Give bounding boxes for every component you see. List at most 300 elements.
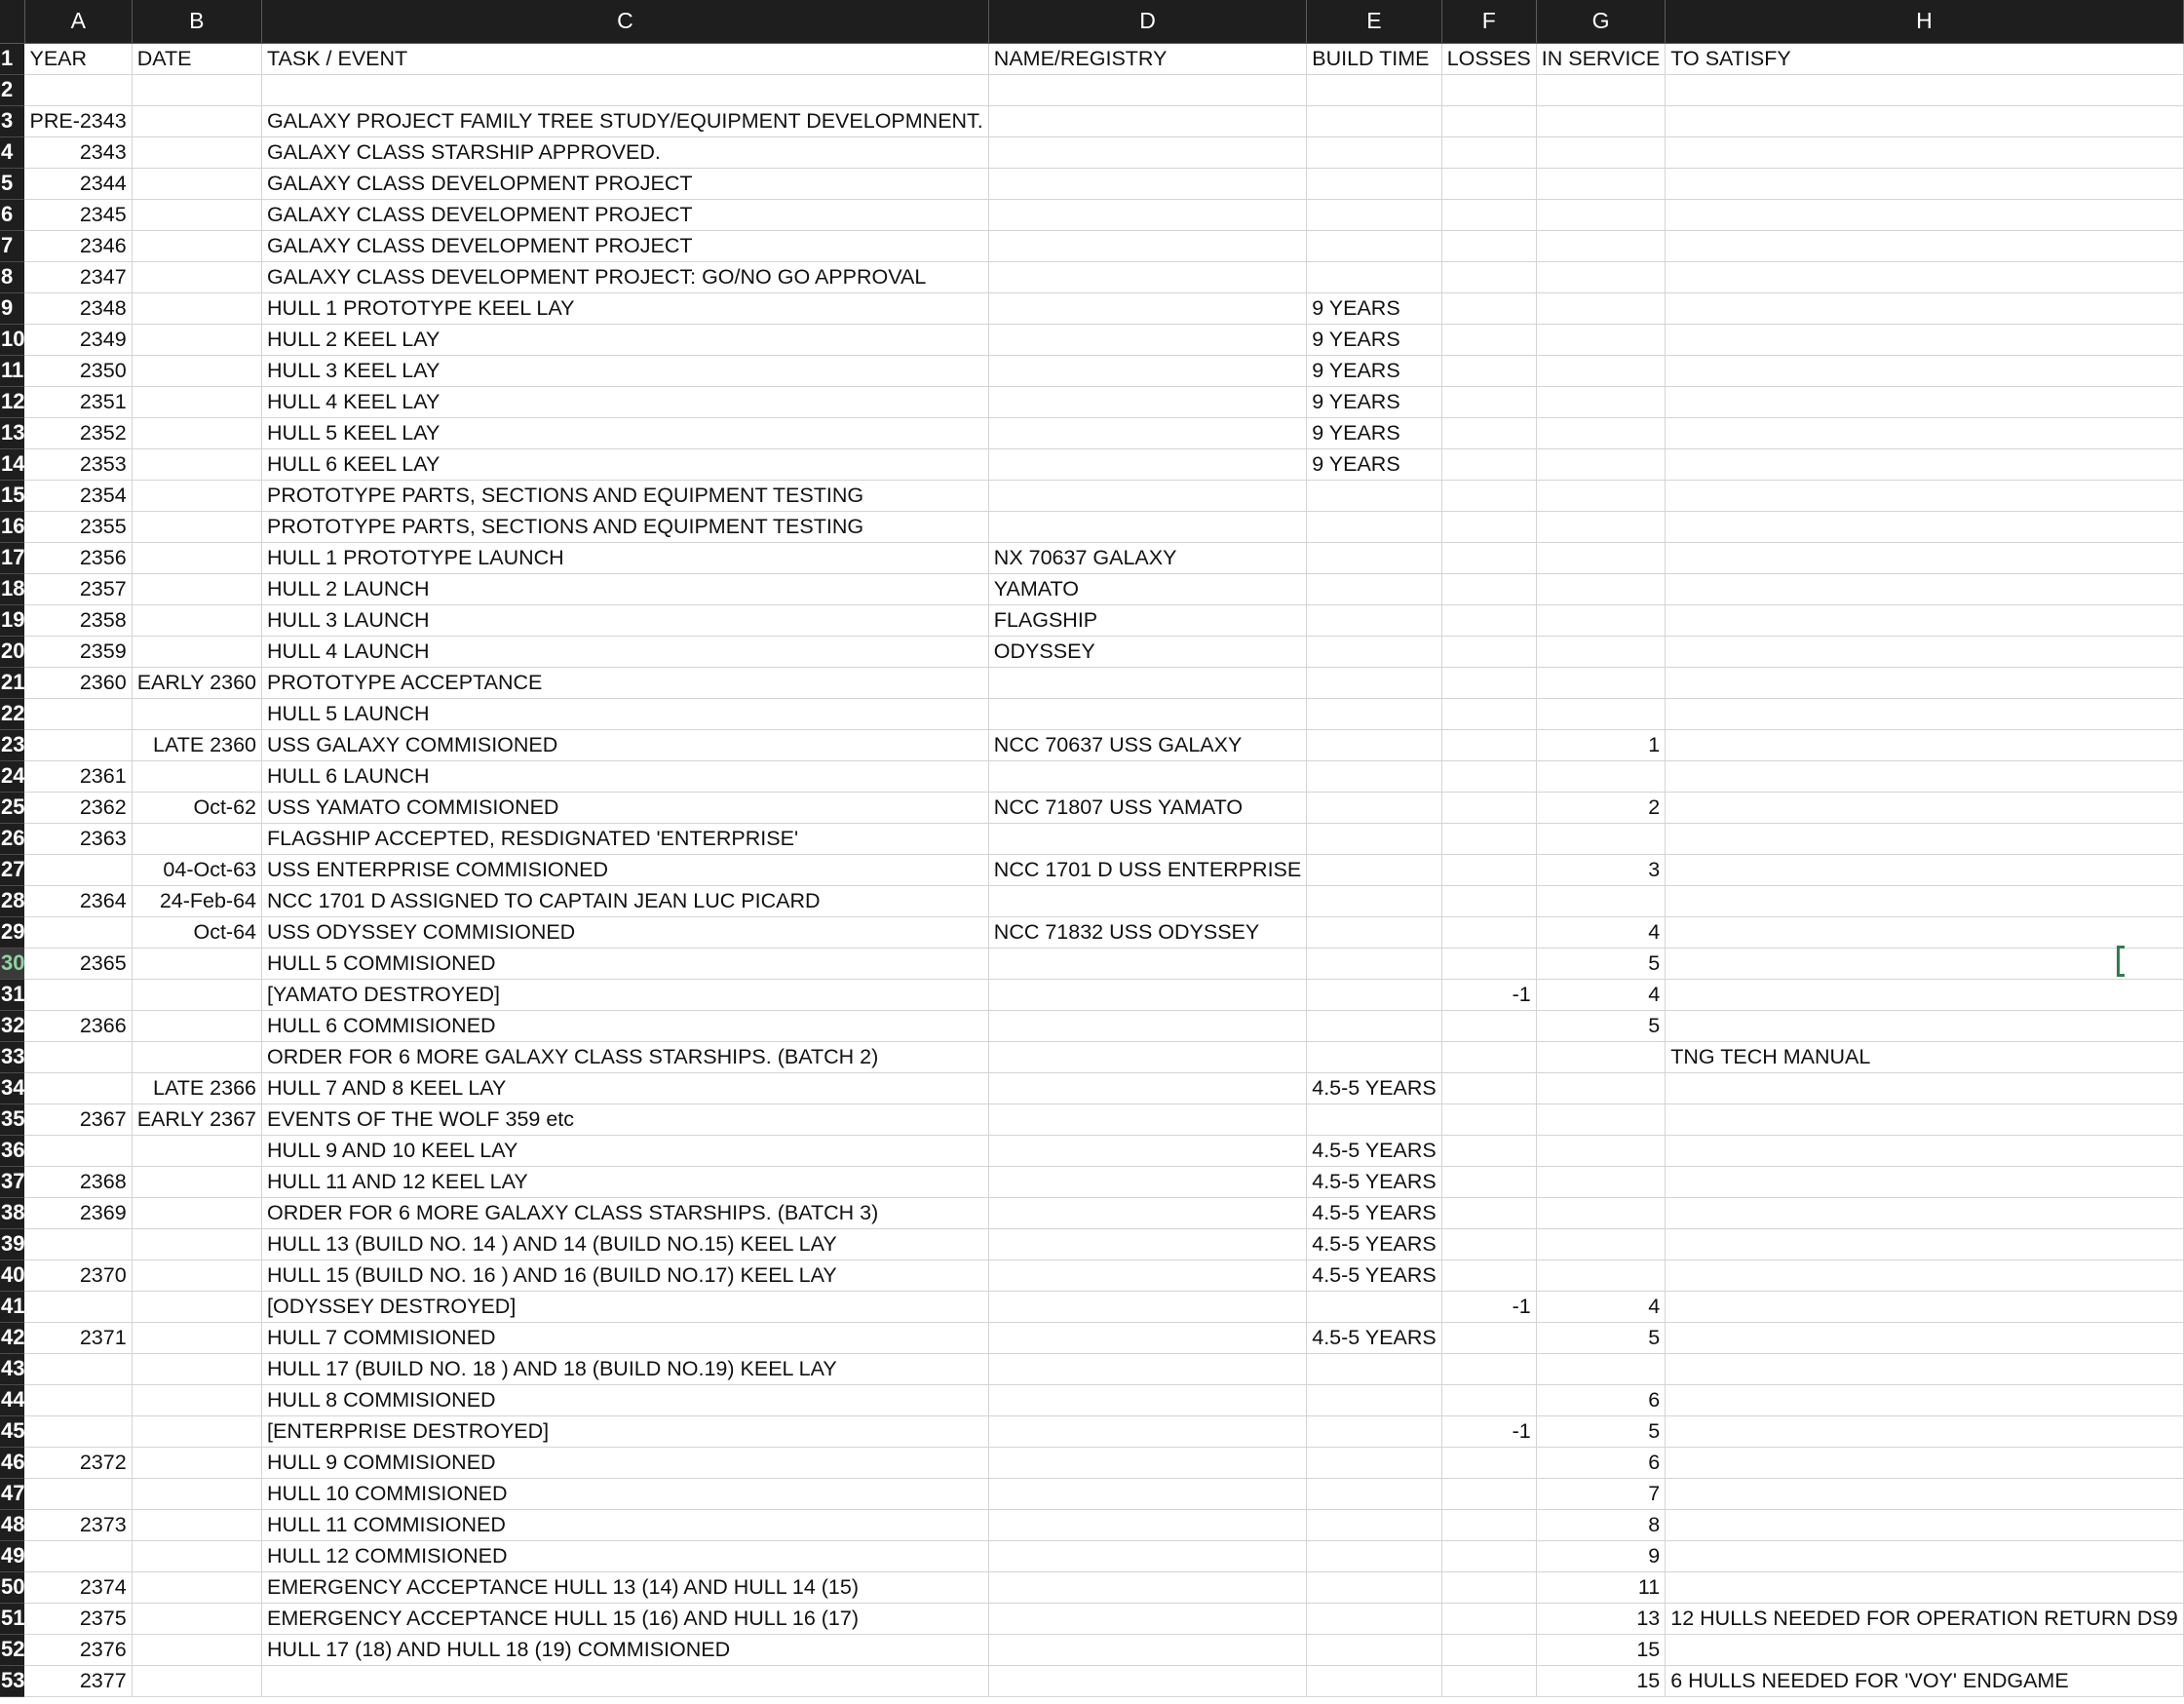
cell-c[interactable]: HULL 4 LAUNCH (262, 636, 989, 667)
cell-g[interactable]: 3 (1536, 854, 1665, 885)
cell-g[interactable] (1536, 604, 1665, 636)
cell-a[interactable]: 2344 (24, 168, 132, 199)
cell-c[interactable]: HULL 2 KEEL LAY (262, 324, 989, 355)
cell-b[interactable]: Oct-64 (132, 916, 261, 948)
cell-d[interactable] (988, 448, 1306, 480)
cell-f[interactable]: -1 (1441, 1291, 1536, 1322)
cell-b[interactable] (132, 1259, 261, 1291)
cell-d[interactable] (988, 1259, 1306, 1291)
cell-f[interactable] (1441, 542, 1536, 573)
cell-e[interactable] (1307, 792, 1441, 823)
cell-g[interactable]: 6 (1536, 1384, 1665, 1415)
cell-c[interactable]: ORDER FOR 6 MORE GALAXY CLASS STARSHIPS. (BATCH 2) (262, 1041, 989, 1072)
cell-g[interactable] (1536, 542, 1665, 573)
cell-a[interactable] (24, 1072, 132, 1104)
cell-c[interactable]: HULL 5 COMMISIONED (262, 948, 989, 979)
cell-b[interactable] (132, 417, 261, 448)
cell-f[interactable] (1441, 1603, 1536, 1634)
cell-c[interactable]: ORDER FOR 6 MORE GALAXY CLASS STARSHIPS. (BATCH 3) (262, 1197, 989, 1228)
cell-a[interactable]: 2362 (24, 792, 132, 823)
cell-h[interactable] (1666, 1634, 2183, 1665)
cell-a[interactable]: 2348 (24, 292, 132, 324)
cell-c[interactable]: HULL 6 LAUNCH (262, 760, 989, 792)
cell-g[interactable] (1536, 448, 1665, 480)
cell-d[interactable] (988, 1072, 1306, 1104)
cell-d[interactable] (988, 979, 1306, 1010)
cell-f[interactable] (1441, 74, 1536, 105)
cell-g[interactable]: 5 (1536, 1010, 1665, 1041)
cell-h[interactable] (1666, 1072, 2183, 1104)
cell-c[interactable]: HULL 6 COMMISIONED (262, 1010, 989, 1041)
row-header[interactable]: 19 (0, 604, 24, 636)
cell-g[interactable]: 4 (1536, 979, 1665, 1010)
cell-e[interactable]: 9 YEARS (1307, 386, 1441, 417)
cell-a[interactable]: 2373 (24, 1509, 132, 1540)
cell-g[interactable] (1536, 355, 1665, 386)
cell-a[interactable]: 2355 (24, 511, 132, 542)
cell-a[interactable]: 2357 (24, 573, 132, 604)
cell-f[interactable] (1441, 667, 1536, 698)
cell-f[interactable] (1441, 854, 1536, 885)
cell-d[interactable] (988, 885, 1306, 916)
cell-d[interactable] (988, 105, 1306, 136)
cell-c[interactable]: HULL 4 KEEL LAY (262, 386, 989, 417)
row-header[interactable]: 14 (0, 448, 24, 480)
row-header[interactable]: 48 (0, 1509, 24, 1540)
cell-f[interactable] (1441, 1478, 1536, 1509)
row-header[interactable]: 45 (0, 1415, 24, 1447)
cell-c[interactable]: [ENTERPRISE DESTROYED] (262, 1415, 989, 1447)
cell-f[interactable] (1441, 168, 1536, 199)
cell-a[interactable] (24, 1384, 132, 1415)
cell-c[interactable]: HULL 7 COMMISIONED (262, 1322, 989, 1353)
row-header[interactable]: 52 (0, 1634, 24, 1665)
cell-a[interactable]: 2375 (24, 1603, 132, 1634)
cell-b[interactable] (132, 1415, 261, 1447)
column-header-d[interactable]: D (988, 0, 1306, 43)
cell-b[interactable] (132, 1135, 261, 1166)
cell-b[interactable]: DATE (132, 43, 261, 74)
cell-g[interactable] (1536, 1353, 1665, 1384)
row-header[interactable]: 22 (0, 698, 24, 729)
cell-e[interactable]: 4.5-5 YEARS (1307, 1322, 1441, 1353)
cell-f[interactable] (1441, 1540, 1536, 1571)
cell-h[interactable] (1666, 480, 2183, 511)
cell-a[interactable]: 2374 (24, 1571, 132, 1603)
cell-a[interactable] (24, 916, 132, 948)
cell-h[interactable] (1666, 636, 2183, 667)
cell-c[interactable]: HULL 2 LAUNCH (262, 573, 989, 604)
row-header[interactable]: 7 (0, 230, 24, 261)
cell-e[interactable] (1307, 480, 1441, 511)
cell-b[interactable] (132, 292, 261, 324)
cell-h[interactable]: TO SATISFY (1666, 43, 2183, 74)
cell-e[interactable] (1307, 1603, 1441, 1634)
cell-b[interactable] (132, 355, 261, 386)
cell-g[interactable]: IN SERVICE (1536, 43, 1665, 74)
cell-f[interactable] (1441, 1228, 1536, 1259)
cell-g[interactable]: 5 (1536, 1322, 1665, 1353)
cell-h[interactable] (1666, 854, 2183, 885)
cell-e[interactable]: 4.5-5 YEARS (1307, 1228, 1441, 1259)
cell-f[interactable] (1441, 948, 1536, 979)
cell-h[interactable] (1666, 1259, 2183, 1291)
cell-e[interactable] (1307, 885, 1441, 916)
cell-f[interactable] (1441, 885, 1536, 916)
cell-d[interactable] (988, 1104, 1306, 1135)
cell-a[interactable]: 2353 (24, 448, 132, 480)
cell-e[interactable] (1307, 729, 1441, 760)
cell-a[interactable]: 2367 (24, 1104, 132, 1135)
cell-d[interactable] (988, 667, 1306, 698)
row-header[interactable]: 2 (0, 74, 24, 105)
cell-b[interactable] (132, 1010, 261, 1041)
cell-g[interactable]: 15 (1536, 1665, 1665, 1696)
cell-c[interactable]: HULL 9 AND 10 KEEL LAY (262, 1135, 989, 1166)
cell-c[interactable]: USS ODYSSEY COMMISIONED (262, 916, 989, 948)
cell-e[interactable] (1307, 1665, 1441, 1696)
row-header[interactable]: 47 (0, 1478, 24, 1509)
cell-g[interactable] (1536, 667, 1665, 698)
cell-d[interactable]: NCC 70637 USS GALAXY (988, 729, 1306, 760)
cell-f[interactable] (1441, 1447, 1536, 1478)
cell-f[interactable] (1441, 417, 1536, 448)
cell-c[interactable]: FLAGSHIP ACCEPTED, RESDIGNATED 'ENTERPRISE' (262, 823, 989, 854)
cell-g[interactable] (1536, 1166, 1665, 1197)
cell-b[interactable] (132, 386, 261, 417)
cell-e[interactable]: 9 YEARS (1307, 355, 1441, 386)
row-header[interactable]: 21 (0, 667, 24, 698)
cell-e[interactable]: 9 YEARS (1307, 417, 1441, 448)
cell-h[interactable] (1666, 386, 2183, 417)
cell-h[interactable] (1666, 792, 2183, 823)
cell-a[interactable] (24, 1135, 132, 1166)
cell-e[interactable] (1307, 1509, 1441, 1540)
cell-e[interactable] (1307, 1447, 1441, 1478)
cell-e[interactable] (1307, 136, 1441, 168)
cell-g[interactable] (1536, 168, 1665, 199)
cell-a[interactable]: 2365 (24, 948, 132, 979)
cell-d[interactable]: NCC 71832 USS ODYSSEY (988, 916, 1306, 948)
cell-a[interactable]: 2350 (24, 355, 132, 386)
cell-c[interactable]: GALAXY CLASS DEVELOPMENT PROJECT (262, 199, 989, 230)
cell-h[interactable] (1666, 823, 2183, 854)
cell-g[interactable] (1536, 199, 1665, 230)
cell-h[interactable] (1666, 729, 2183, 760)
cell-d[interactable] (988, 1197, 1306, 1228)
cell-c[interactable]: EVENTS OF THE WOLF 359 etc (262, 1104, 989, 1135)
cell-h[interactable] (1666, 1322, 2183, 1353)
cell-h[interactable] (1666, 667, 2183, 698)
cell-g[interactable] (1536, 324, 1665, 355)
cell-b[interactable] (132, 573, 261, 604)
cell-h[interactable] (1666, 1104, 2183, 1135)
cell-c[interactable]: [YAMATO DESTROYED] (262, 979, 989, 1010)
cell-d[interactable] (988, 1384, 1306, 1415)
cell-c[interactable]: HULL 11 COMMISIONED (262, 1509, 989, 1540)
cell-e[interactable] (1307, 1540, 1441, 1571)
cell-c[interactable]: HULL 5 LAUNCH (262, 698, 989, 729)
cell-d[interactable] (988, 136, 1306, 168)
cell-d[interactable] (988, 324, 1306, 355)
cell-e[interactable] (1307, 74, 1441, 105)
cell-e[interactable] (1307, 261, 1441, 292)
row-header[interactable]: 35 (0, 1104, 24, 1135)
cell-b[interactable] (132, 136, 261, 168)
row-header[interactable]: 42 (0, 1322, 24, 1353)
cell-h[interactable] (1666, 324, 2183, 355)
cell-h[interactable] (1666, 355, 2183, 386)
cell-a[interactable]: 2343 (24, 136, 132, 168)
cell-b[interactable] (132, 1291, 261, 1322)
cell-c[interactable]: HULL 1 PROTOTYPE LAUNCH (262, 542, 989, 573)
cell-c[interactable]: EMERGENCY ACCEPTANCE HULL 15 (16) AND HULL 16 (17) (262, 1603, 989, 1634)
row-header[interactable]: 53 (0, 1665, 24, 1696)
cell-b[interactable] (132, 1571, 261, 1603)
cell-g[interactable]: 7 (1536, 1478, 1665, 1509)
cell-e[interactable] (1307, 230, 1441, 261)
cell-c[interactable]: HULL 15 (BUILD NO. 16 ) AND 16 (BUILD NO.17) KEEL LAY (262, 1259, 989, 1291)
cell-e[interactable]: 9 YEARS (1307, 324, 1441, 355)
cell-d[interactable] (988, 1291, 1306, 1322)
cell-d[interactable]: NAME/REGISTRY (988, 43, 1306, 74)
cell-g[interactable] (1536, 636, 1665, 667)
cell-e[interactable] (1307, 1291, 1441, 1322)
cell-e[interactable] (1307, 636, 1441, 667)
cell-b[interactable]: 04-Oct-63 (132, 854, 261, 885)
row-header[interactable]: 5 (0, 168, 24, 199)
cell-a[interactable] (24, 1540, 132, 1571)
cell-c[interactable]: HULL 7 AND 8 KEEL LAY (262, 1072, 989, 1104)
cell-c[interactable]: HULL 3 KEEL LAY (262, 355, 989, 386)
row-header[interactable]: 46 (0, 1447, 24, 1478)
cell-d[interactable] (988, 1010, 1306, 1041)
cell-e[interactable]: 4.5-5 YEARS (1307, 1197, 1441, 1228)
column-header-a[interactable]: A (24, 0, 132, 43)
cell-b[interactable] (132, 480, 261, 511)
cell-h[interactable] (1666, 261, 2183, 292)
column-header-c[interactable]: C (262, 0, 989, 43)
cell-b[interactable]: 24-Feb-64 (132, 885, 261, 916)
cell-e[interactable] (1307, 1104, 1441, 1135)
cell-e[interactable]: 4.5-5 YEARS (1307, 1072, 1441, 1104)
cell-a[interactable] (24, 1478, 132, 1509)
cell-b[interactable] (132, 542, 261, 573)
cell-c[interactable]: HULL 11 AND 12 KEEL LAY (262, 1166, 989, 1197)
cell-h[interactable] (1666, 74, 2183, 105)
cell-a[interactable]: 2354 (24, 480, 132, 511)
cell-g[interactable] (1536, 1228, 1665, 1259)
cell-a[interactable]: YEAR (24, 43, 132, 74)
cell-a[interactable]: 2345 (24, 199, 132, 230)
row-header[interactable]: 24 (0, 760, 24, 792)
row-header[interactable]: 39 (0, 1228, 24, 1259)
cell-e[interactable] (1307, 573, 1441, 604)
cell-e[interactable]: 4.5-5 YEARS (1307, 1166, 1441, 1197)
cell-b[interactable] (132, 1228, 261, 1259)
cell-g[interactable]: 4 (1536, 1291, 1665, 1322)
cell-g[interactable] (1536, 1197, 1665, 1228)
cell-e[interactable] (1307, 511, 1441, 542)
cell-g[interactable]: 15 (1536, 1634, 1665, 1665)
cell-c[interactable]: PROTOTYPE PARTS, SECTIONS AND EQUIPMENT TESTING (262, 480, 989, 511)
cell-b[interactable] (132, 948, 261, 979)
row-header[interactable]: 49 (0, 1540, 24, 1571)
cell-b[interactable] (132, 823, 261, 854)
row-header[interactable]: 38 (0, 1197, 24, 1228)
cell-b[interactable]: Oct-62 (132, 792, 261, 823)
cell-d[interactable] (988, 1665, 1306, 1696)
row-header[interactable]: 9 (0, 292, 24, 324)
cell-h[interactable] (1666, 1447, 2183, 1478)
cell-g[interactable] (1536, 105, 1665, 136)
cell-c[interactable]: USS ENTERPRISE COMMISIONED (262, 854, 989, 885)
cell-e[interactable] (1307, 667, 1441, 698)
cell-f[interactable] (1441, 1384, 1536, 1415)
cell-h[interactable] (1666, 1010, 2183, 1041)
cell-b[interactable] (132, 604, 261, 636)
cell-g[interactable]: 8 (1536, 1509, 1665, 1540)
row-header[interactable]: 40 (0, 1259, 24, 1291)
cell-a[interactable]: 2360 (24, 667, 132, 698)
cell-h[interactable] (1666, 1540, 2183, 1571)
cell-e[interactable]: 4.5-5 YEARS (1307, 1135, 1441, 1166)
cell-c[interactable]: HULL 1 PROTOTYPE KEEL LAY (262, 292, 989, 324)
cell-h[interactable] (1666, 1135, 2183, 1166)
cell-f[interactable] (1441, 823, 1536, 854)
cell-c[interactable]: GALAXY CLASS DEVELOPMENT PROJECT: GO/NO GO APPROVAL (262, 261, 989, 292)
cell-h[interactable]: 12 HULLS NEEDED FOR OPERATION RETURN DS9 (1666, 1603, 2183, 1634)
cell-b[interactable] (132, 1166, 261, 1197)
cell-a[interactable] (24, 854, 132, 885)
row-header[interactable]: 50 (0, 1571, 24, 1603)
cell-b[interactable] (132, 168, 261, 199)
cell-c[interactable]: PROTOTYPE PARTS, SECTIONS AND EQUIPMENT TESTING (262, 511, 989, 542)
cell-g[interactable] (1536, 698, 1665, 729)
cell-c[interactable]: NCC 1701 D ASSIGNED TO CAPTAIN JEAN LUC PICARD (262, 885, 989, 916)
cell-d[interactable] (988, 417, 1306, 448)
cell-h[interactable]: 6 HULLS NEEDED FOR 'VOY' ENDGAME (1666, 1665, 2183, 1696)
cell-d[interactable] (988, 199, 1306, 230)
cell-g[interactable] (1536, 386, 1665, 417)
cell-f[interactable] (1441, 386, 1536, 417)
cell-h[interactable] (1666, 136, 2183, 168)
row-header[interactable]: 17 (0, 542, 24, 573)
cell-a[interactable] (24, 729, 132, 760)
cell-a[interactable]: 2369 (24, 1197, 132, 1228)
cell-e[interactable] (1307, 1415, 1441, 1447)
cell-a[interactable]: 2371 (24, 1322, 132, 1353)
cell-b[interactable] (132, 1540, 261, 1571)
cell-f[interactable] (1441, 324, 1536, 355)
cell-b[interactable] (132, 1041, 261, 1072)
cell-f[interactable] (1441, 1665, 1536, 1696)
cell-d[interactable] (988, 823, 1306, 854)
cell-g[interactable]: 1 (1536, 729, 1665, 760)
cell-f[interactable] (1441, 1072, 1536, 1104)
cell-e[interactable] (1307, 1384, 1441, 1415)
cell-g[interactable] (1536, 292, 1665, 324)
cell-a[interactable]: 2358 (24, 604, 132, 636)
cell-e[interactable] (1307, 1478, 1441, 1509)
row-header[interactable]: 29 (0, 916, 24, 948)
cell-f[interactable] (1441, 1634, 1536, 1665)
cell-g[interactable]: 11 (1536, 1571, 1665, 1603)
cell-b[interactable] (132, 760, 261, 792)
row-header[interactable]: 36 (0, 1135, 24, 1166)
cell-f[interactable] (1441, 729, 1536, 760)
cell-e[interactable] (1307, 760, 1441, 792)
cell-e[interactable] (1307, 105, 1441, 136)
cell-d[interactable] (988, 292, 1306, 324)
cell-c[interactable]: TASK / EVENT (262, 43, 989, 74)
cell-h[interactable] (1666, 1571, 2183, 1603)
cell-d[interactable] (988, 1634, 1306, 1665)
cell-g[interactable] (1536, 1104, 1665, 1135)
cell-f[interactable] (1441, 1259, 1536, 1291)
column-header-f[interactable]: F (1441, 0, 1536, 43)
cell-a[interactable]: 2359 (24, 636, 132, 667)
row-header[interactable]: 44 (0, 1384, 24, 1415)
cell-c[interactable]: [ODYSSEY DESTROYED] (262, 1291, 989, 1322)
cell-e[interactable] (1307, 1634, 1441, 1665)
cell-e[interactable] (1307, 168, 1441, 199)
cell-d[interactable] (988, 760, 1306, 792)
cell-g[interactable]: 4 (1536, 916, 1665, 948)
row-header[interactable]: 23 (0, 729, 24, 760)
cell-d[interactable] (988, 1447, 1306, 1478)
row-header[interactable]: 32 (0, 1010, 24, 1041)
cell-f[interactable] (1441, 1135, 1536, 1166)
row-header[interactable]: 12 (0, 386, 24, 417)
cell-a[interactable]: 2356 (24, 542, 132, 573)
cell-a[interactable] (24, 698, 132, 729)
cell-a[interactable]: 2349 (24, 324, 132, 355)
row-header[interactable]: 8 (0, 261, 24, 292)
cell-g[interactable]: 2 (1536, 792, 1665, 823)
cell-f[interactable] (1441, 792, 1536, 823)
cell-h[interactable] (1666, 199, 2183, 230)
cell-a[interactable]: 2364 (24, 885, 132, 916)
cell-g[interactable] (1536, 1135, 1665, 1166)
cell-g[interactable] (1536, 573, 1665, 604)
cell-f[interactable] (1441, 573, 1536, 604)
cell-b[interactable] (132, 261, 261, 292)
cell-d[interactable] (988, 1540, 1306, 1571)
cell-h[interactable] (1666, 1509, 2183, 1540)
cell-a[interactable]: 2347 (24, 261, 132, 292)
cell-g[interactable] (1536, 1041, 1665, 1072)
cell-a[interactable]: 2370 (24, 1259, 132, 1291)
row-header[interactable]: 11 (0, 355, 24, 386)
cell-c[interactable]: HULL 12 COMMISIONED (262, 1540, 989, 1571)
cell-b[interactable] (132, 230, 261, 261)
cell-b[interactable]: EARLY 2367 (132, 1104, 261, 1135)
column-header-g[interactable]: G (1536, 0, 1665, 43)
cell-b[interactable] (132, 324, 261, 355)
cell-h[interactable] (1666, 760, 2183, 792)
cell-d[interactable] (988, 948, 1306, 979)
cell-d[interactable]: NCC 71807 USS YAMATO (988, 792, 1306, 823)
cell-b[interactable] (132, 448, 261, 480)
cell-d[interactable] (988, 1322, 1306, 1353)
cell-f[interactable] (1441, 1041, 1536, 1072)
cell-b[interactable]: EARLY 2360 (132, 667, 261, 698)
cell-g[interactable] (1536, 1072, 1665, 1104)
cell-d[interactable] (988, 1353, 1306, 1384)
cell-f[interactable] (1441, 1509, 1536, 1540)
cell-a[interactable] (24, 1415, 132, 1447)
